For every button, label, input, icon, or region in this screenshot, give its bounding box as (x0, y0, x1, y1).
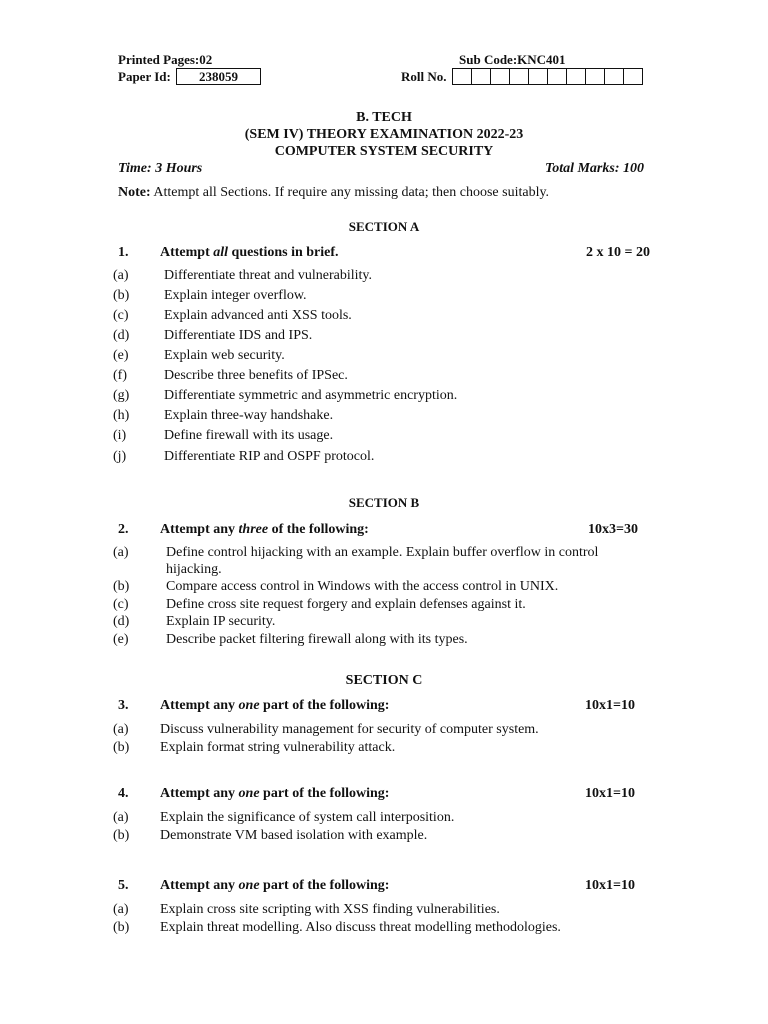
q2-instruction: Attempt any three of the following: (160, 522, 369, 537)
q2-number: 2. (118, 522, 129, 537)
list-item-label: (b) (113, 828, 130, 843)
list-item-label: (a) (113, 722, 129, 737)
list-item-text: Demonstrate VM based isolation with example. (160, 828, 428, 843)
list-item-label: (e) (113, 632, 129, 647)
question-instruction (160, 786, 389, 802)
note-label: Note: (118, 185, 151, 200)
list-item-text: Explain three-way handshake. (164, 408, 334, 423)
instruction-pre: Attempt any (160, 878, 239, 893)
roll-no-boxes (452, 68, 643, 85)
list-item-text: Define firewall with its usage. (164, 428, 334, 443)
list-item-text: Explain threat modelling. Also discuss threat modelling methodologies. (160, 920, 561, 935)
section-c-heading: SECTION C (345, 673, 423, 688)
sub-code: Sub Code:KNC401 (459, 52, 566, 67)
paper-id-box: 238059 (176, 68, 261, 85)
list-item-text: Describe three benefits of IPSec. (164, 368, 348, 383)
q1-marks: 2 x 10 = 20 (586, 245, 650, 260)
list-item-text: Discuss vulnerability management for security of computer system. (160, 722, 539, 737)
list-item-text: Explain format string vulnerability attack. (160, 740, 396, 755)
instruction-pre: Attempt any (160, 698, 239, 713)
list-item-text: Differentiate RIP and OSPF protocol. (164, 449, 375, 464)
list-item-label: (b) (113, 579, 130, 594)
time-label: Time: 3 Hours (118, 161, 203, 176)
list-item-label: (c) (113, 308, 129, 323)
question-marks: 10x1=10 (585, 698, 635, 713)
printed-pages: Printed Pages:02 (118, 52, 213, 67)
list-item-label: (d) (113, 614, 130, 629)
list-item-text: Define cross site request forgery and explain defenses against it. (166, 597, 526, 612)
list-item-label: (f) (113, 368, 127, 383)
question-number: 3. (118, 698, 129, 713)
question-marks: 10x1=10 (585, 878, 635, 893)
question-instruction (160, 878, 389, 894)
q2-marks: 10x3=30 (588, 522, 638, 537)
list-item-label: (j) (113, 449, 127, 464)
roll-no-label: Roll No. (401, 69, 447, 84)
list-item-text: hijacking. (166, 562, 222, 577)
question-marks: 10x1=10 (585, 786, 635, 801)
q1-number: 1. (118, 245, 129, 260)
title-exam: (SEM IV) THEORY EXAMINATION 2022-23 (244, 127, 524, 142)
list-item-text: Explain the significance of system call interposition. (160, 810, 455, 825)
list-item-label: (b) (113, 920, 130, 935)
list-item-label: (a) (113, 902, 129, 917)
instruction-emphasis: one (238, 878, 260, 893)
section-a-heading: SECTION A (348, 219, 420, 234)
instruction-emphasis: one (238, 786, 260, 801)
list-item-label: (a) (113, 545, 129, 560)
list-item-label: (g) (113, 388, 130, 403)
list-item-text: Explain cross site scripting with XSS finding vulnerabilities. (160, 902, 500, 917)
note-text: Attempt all Sections. If require any missing data; then choose suitably. (153, 185, 550, 200)
question-instruction (160, 698, 389, 714)
list-item-text: Differentiate threat and vulnerability. (164, 268, 372, 283)
total-marks: Total Marks: 100 (544, 161, 644, 176)
list-item-text: Explain web security. (164, 348, 285, 363)
list-item-label: (a) (113, 268, 129, 283)
note (118, 185, 549, 201)
instruction-post: part of the following: (259, 878, 390, 893)
instruction-post: part of the following: (259, 698, 390, 713)
list-item-label: (h) (113, 408, 130, 423)
question-number: 4. (118, 786, 129, 801)
list-item-label: (d) (113, 328, 130, 343)
instruction-emphasis: one (238, 698, 260, 713)
question-number: 5. (118, 878, 129, 893)
list-item-text: Differentiate IDS and IPS. (164, 328, 313, 343)
instruction-pre: Attempt any (160, 786, 239, 801)
list-item-label: (c) (113, 597, 129, 612)
instruction-post: part of the following: (259, 786, 390, 801)
list-item-text: Explain integer overflow. (164, 288, 307, 303)
list-item-label: (i) (113, 428, 127, 443)
list-item-text: Explain advanced anti XSS tools. (164, 308, 352, 323)
list-item-text: Define control hijacking with an example. Explain buffer overflow in control (166, 545, 599, 560)
list-item-label: (b) (113, 288, 130, 303)
list-item-label: (e) (113, 348, 129, 363)
title-degree: B. TECH (356, 110, 412, 125)
list-item-label: (a) (113, 810, 129, 825)
list-item-text: Differentiate symmetric and asymmetric encryption. (164, 388, 458, 403)
q1-instruction: Attempt all questions in brief. (160, 245, 339, 260)
list-item-label: (b) (113, 740, 130, 755)
paper-id-label: Paper Id: (118, 69, 171, 84)
list-item-text: Compare access control in Windows with the access control in UNIX. (166, 579, 559, 594)
list-item-text: Describe packet filtering firewall along with its types. (166, 632, 468, 647)
list-item-text: Explain IP security. (166, 614, 276, 629)
section-b-heading: SECTION B (348, 495, 420, 510)
title-subject: COMPUTER SYSTEM SECURITY (274, 144, 494, 159)
